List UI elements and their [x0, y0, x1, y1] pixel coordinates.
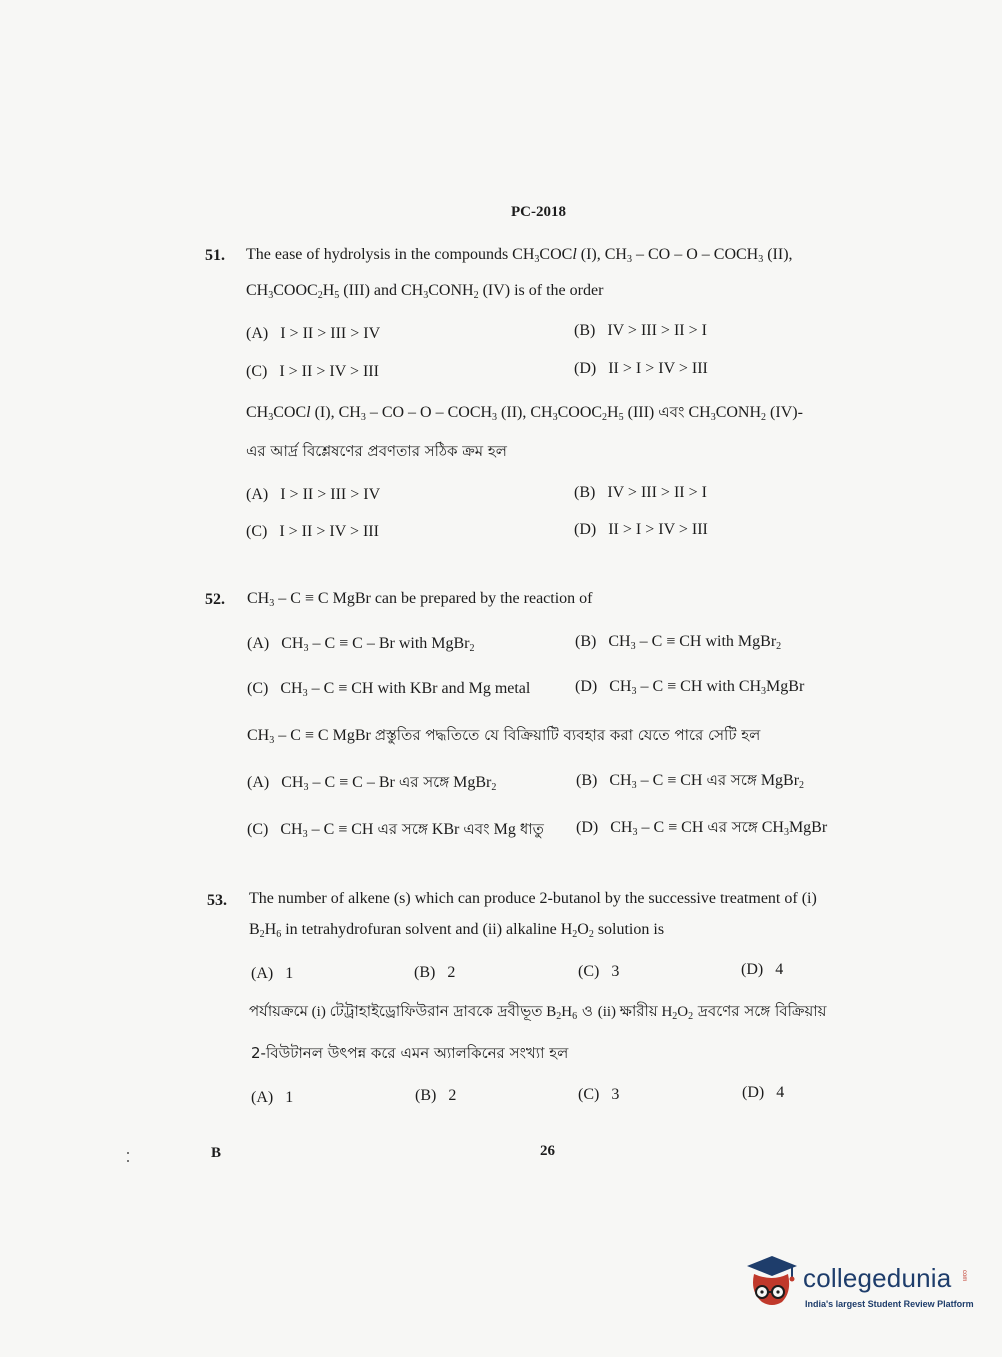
- q52-option-d: (D) $CH_3$ – C ≡ CH with $CH_3MgBr$: [575, 678, 805, 697]
- collegedunia-logo-mark: [742, 1252, 802, 1312]
- logo-dotcom: com: [961, 1270, 967, 1282]
- q52-bn-option-d: (D) $CH_3$ – C ≡ CH এর সঙ্গে $CH_3MgBr$: [576, 818, 828, 838]
- q53-bn-option-d: (D) 4: [742, 1084, 785, 1101]
- q53-english-line-2: $B_2H_6$ in tetrahydrofuran solvent and (ii) alkaline $H_2O_2$ solution is: [249, 921, 665, 940]
- q52-option-c: (C) $CH_3$ – C ≡ CH with KBr and Mg metal: [247, 680, 531, 699]
- page-header-code: PC-2018: [511, 204, 566, 220]
- q51-bn-option-a: (A) I > II > III > IV: [246, 486, 381, 503]
- question-number-52: 52.: [205, 591, 225, 608]
- q51-option-d: (D) II > I > IV > III: [574, 360, 708, 377]
- collegedunia-tagline: India's largest Student Review Platform: [805, 1299, 974, 1309]
- q51-bn-option-d: (D) II > I > IV > III: [574, 521, 708, 538]
- q53-english-line-1: The number of alkene (s) which can produce 2-butanol by the successive treatment of (i): [249, 890, 817, 907]
- q51-option-b: (B) IV > III > II > I: [574, 322, 707, 339]
- q53-option-c: (C) 3: [578, 963, 620, 980]
- q53-bn-option-b: (B) 2: [415, 1087, 457, 1104]
- question-number-51: 51.: [205, 247, 225, 264]
- q51-english-line-1: The ease of hydrolysis in the compounds $CH_3COCl$ (I), $CH_3$ – CO – O – $COCH_3$ (II),: [246, 246, 793, 265]
- q53-option-b: (B) 2: [414, 964, 456, 981]
- q53-bengali-line-1: পর্যায়ক্রমে (i) টেট্রাহাইড্রোফিউরান দ্রাবকে দ্রবীভূত $B_2H_6$ ও (ii) ক্ষারীয় $H_2O_2$ দ্রবণের সঙ্গে বিক্রিয়ায়: [249, 1002, 827, 1022]
- q53-bengali-line-2: 2-বিউটানল উৎপন্ন করে এমন অ্যালকিনের সংখ্যা হল: [251, 1044, 569, 1062]
- q52-bengali-stem: $CH_3 - C \equiv C$ MgBr প্রস্তুতির পদ্ধতিতে যে বিক্রিয়াটি ব্যবহার করা যেতে পারে সেটি হল: [247, 726, 761, 746]
- collegedunia-logo-text: collegedunia: [803, 1263, 952, 1293]
- q51-option-c: (C) I > II > IV > III: [246, 363, 379, 380]
- scan-speck: [127, 1160, 129, 1162]
- q51-option-a: (A) I > II > III > IV: [246, 325, 381, 342]
- q52-bn-option-c: (C) $CH_3$ – C ≡ CH এর সঙ্গে KBr এবং Mg ধাতু: [247, 820, 544, 840]
- q52-option-a: (A) $CH_3 - C \equiv C - Br$ with MgBr$_2$: [247, 635, 475, 654]
- scan-speck: [127, 1152, 129, 1154]
- q51-bengali-line-2: এর আর্দ্র বিশ্লেষণের প্রবণতার সঠিক ক্রম হল: [246, 442, 507, 460]
- q53-option-a: (A) 1: [251, 965, 294, 982]
- graduate-mascot-icon: [742, 1252, 802, 1312]
- footer-page-number: 26: [540, 1143, 555, 1159]
- q52-english-stem: $CH_3 - C \equiv C$ MgBr can be prepared by the reaction of: [247, 590, 593, 609]
- q51-bengali-line-1: $CH_3COCl$ (I), $CH_3$ – CO – O – $COCH_3$ (II), $CH_3COOC_2H_5$ (III) এবং $CH_3CONH_2$ (IV)-: [246, 403, 803, 423]
- q52-bn-option-b: (B) $CH_3$ – C ≡ CH এর সঙ্গে MgBr$_2$: [576, 771, 805, 791]
- q52-bn-option-a: (A) $CH_3 - C \equiv C - Br$ এর সঙ্গে MgBr$_2$: [247, 773, 497, 793]
- q53-option-d: (D) 4: [741, 961, 784, 978]
- q53-bn-option-c: (C) 3: [578, 1086, 620, 1103]
- question-number-53: 53.: [207, 892, 227, 909]
- footer-set-letter: B: [211, 1145, 222, 1161]
- q52-option-b: (B) $CH_3$ – C ≡ CH with MgBr$_2$: [575, 633, 782, 652]
- q51-bn-option-c: (C) I > II > IV > III: [246, 523, 379, 540]
- q51-bn-option-b: (B) IV > III > II > I: [574, 484, 707, 501]
- q51-english-line-2: $CH_3COOC_2H_5$ (III) and $CH_3CONH_2$ (IV) is of the order: [246, 282, 604, 301]
- q53-bn-option-a: (A) 1: [251, 1089, 294, 1106]
